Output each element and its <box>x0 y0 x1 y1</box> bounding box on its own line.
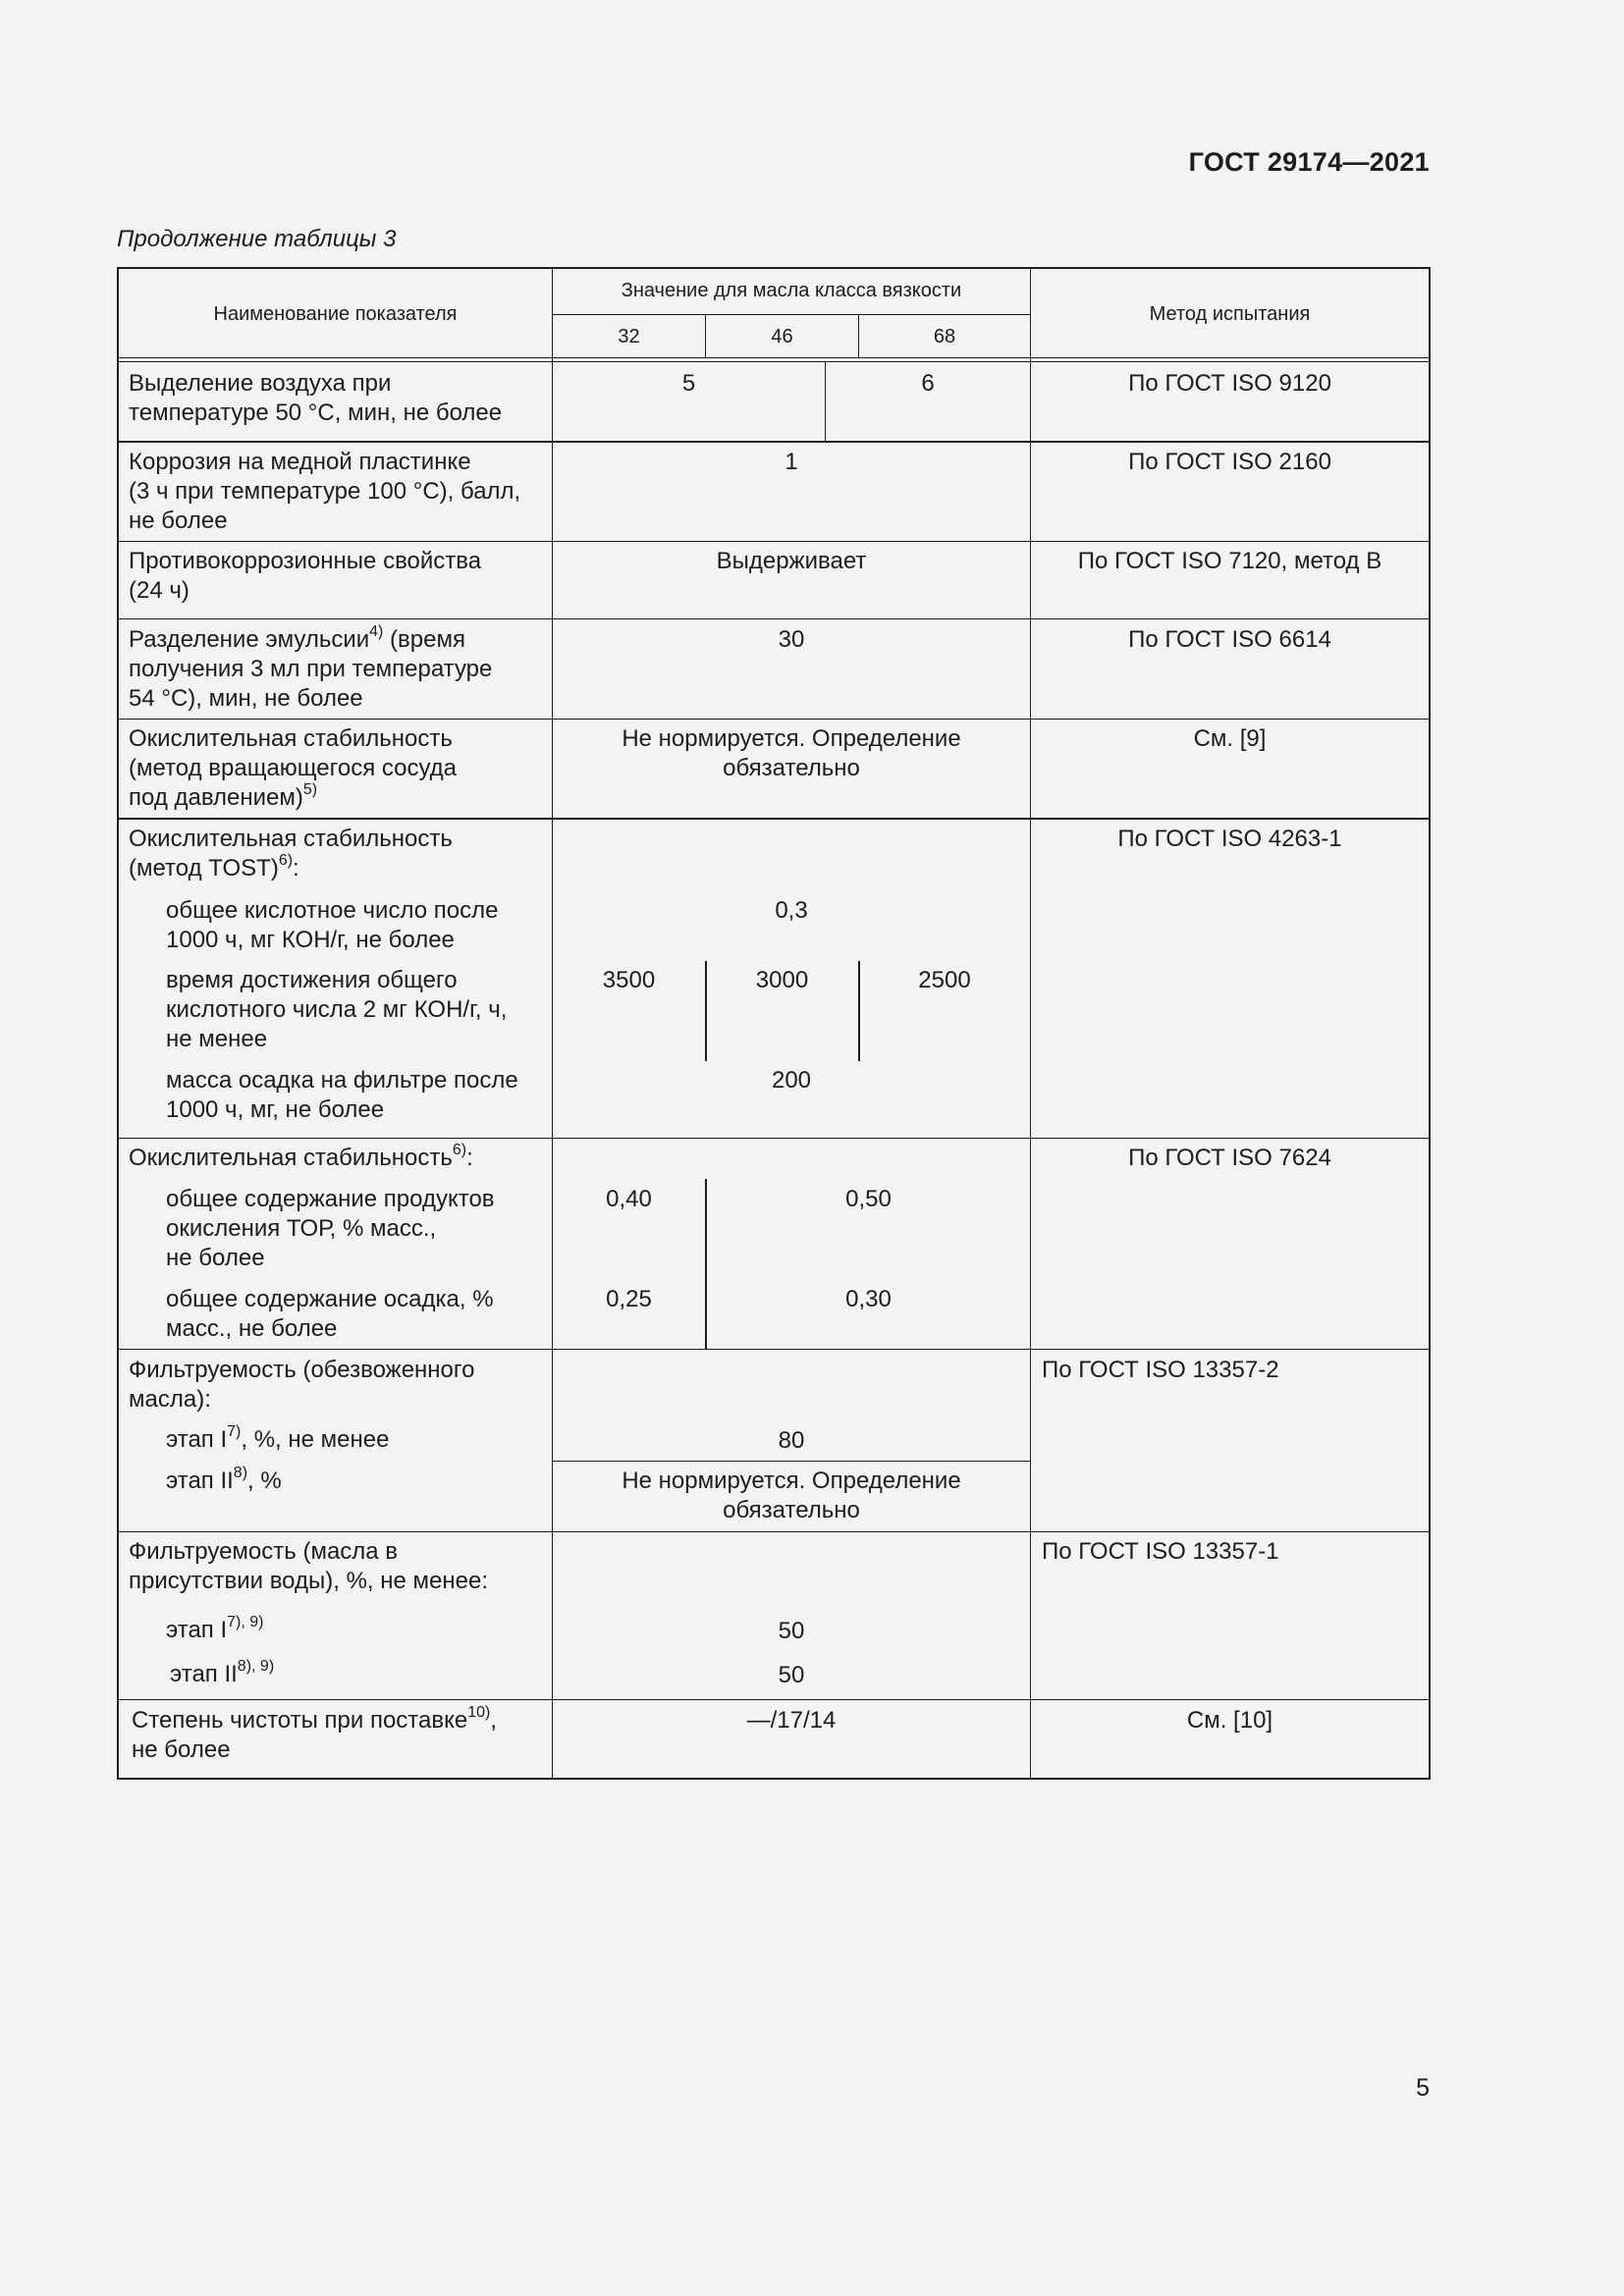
tost-time-68: 2500 <box>918 967 971 993</box>
cleanliness-value: —/17/14 <box>746 1707 837 1734</box>
table-border-top <box>117 267 1431 269</box>
rpvot-method: См. [9] <box>1193 725 1267 752</box>
tost-time-32: 3500 <box>602 967 656 993</box>
table-caption: Продолжение таблицы 3 <box>117 226 397 252</box>
stage-rule <box>553 1461 1031 1462</box>
header-value-group: Значение для масла класса вязкости <box>621 280 962 301</box>
tost-method: По ГОСТ ISO 4263-1 <box>1117 826 1342 852</box>
top-method: По ГОСТ ISO 7624 <box>1128 1145 1331 1171</box>
table-border-left <box>117 267 119 1780</box>
top-sediment-name: общее содержание осадка, % масс., не более <box>166 1286 494 1342</box>
demulsibility-name: Разделение эмульсии$^{4)}$ (время получения 3 мл при температуре 54 °С), мин, не более <box>129 623 493 712</box>
table-border-right <box>1429 267 1431 1780</box>
top-sediment-46-68: 0,30 <box>845 1286 892 1312</box>
filter-wet-stage1-name: этап $I^{7), 9)}$ <box>166 1614 264 1643</box>
standard-number: ГОСТ 29174—2021 <box>1188 147 1430 177</box>
page-number: 5 <box>1416 2074 1430 2102</box>
filter-dry-method: По ГОСТ ISO 13357-2 <box>1042 1357 1279 1383</box>
cleanliness-method: См. [10] <box>1186 1707 1273 1734</box>
row-rule <box>117 719 1431 720</box>
header-class-68: 68 <box>933 326 956 347</box>
filter-dry-stage2-name: этап II$^{8)}$, % <box>166 1465 282 1494</box>
copper-name: Коррозия на медной пластинке (3 ч при температуре 100 °С), балл, не более <box>129 449 521 534</box>
row-rule <box>117 1699 1431 1700</box>
tost-acid-value: 0,3 <box>775 897 808 924</box>
row-rule <box>117 441 1431 443</box>
header-class-46: 46 <box>771 326 793 347</box>
header-double-rule-2 <box>117 361 1431 362</box>
anticorrosion-name: Противокоррозионные свойства (24 ч) <box>129 548 482 604</box>
copper-method: По ГОСТ ISO 2160 <box>1128 449 1331 475</box>
tost-time-name: время достижения общего кислотного числа 2 мг КОН/г, ч, не менее <box>166 967 508 1052</box>
anticorrosion-method: По ГОСТ ISO 7120, метод В <box>1077 548 1382 574</box>
cleanliness-name: Степень чистоты при поставке$^{10)}$, не более <box>132 1704 498 1763</box>
filter-wet-stage1-value: 50 <box>778 1618 805 1644</box>
filter-wet-stage2-value: 50 <box>778 1662 805 1688</box>
row-rule <box>117 618 1431 619</box>
filter-wet-name: Фильтруемость (масла в присутствии воды), %, не менее: <box>129 1538 488 1594</box>
rpvot-value: Не нормируется. Определение обязательно <box>622 725 961 781</box>
filter-wet-method: По ГОСТ ISO 13357-1 <box>1042 1538 1279 1565</box>
filter-dry-stage1-value: 80 <box>778 1427 805 1454</box>
anticorrosion-value: Выдерживает <box>716 548 867 574</box>
header-indicator: Наименование показателя <box>213 303 458 325</box>
filter-wet-stage2-name: этап $II^{8), 9)}$ <box>170 1658 275 1687</box>
row-rule <box>117 818 1431 820</box>
demulsibility-value: 30 <box>778 626 805 653</box>
tost-sludge-name: масса осадка на фильтре после 1000 ч, мг, не более <box>166 1067 518 1123</box>
table-border-bottom <box>117 1778 1431 1780</box>
header-method: Метод испытания <box>1149 303 1311 325</box>
top-products-46-68: 0,50 <box>845 1186 892 1212</box>
header-class-32: 32 <box>618 326 640 347</box>
top-sediment-32: 0,25 <box>606 1286 652 1312</box>
tost-sludge-value: 200 <box>771 1067 812 1094</box>
tost-name: Окислительная стабильность (метод TOST)$^{6)}$: <box>129 826 453 881</box>
air-release-name: Выделение воздуха при температуре 50 °С, мин, не более <box>129 370 503 426</box>
air-release-value-32-46: 5 <box>681 370 696 397</box>
air-release-method: По ГОСТ ISO 9120 <box>1128 370 1331 397</box>
top-name: Окислительная стабильность$^{6)}$: <box>129 1142 473 1171</box>
copper-value: 1 <box>785 449 798 475</box>
top-products-32: 0,40 <box>606 1186 652 1212</box>
tost-acid-name: общее кислотное число после 1000 ч, мг КОН/г, не более <box>166 897 499 953</box>
header-subrule <box>553 314 1031 315</box>
filter-dry-stage1-name: этап $I^{7)}$, %, не менее <box>166 1423 390 1453</box>
rpvot-name: Окислительная стабильность (метод вращающегося сосуда под давлением)$^{5)}$ <box>129 725 458 811</box>
col-divider-name <box>552 267 553 1780</box>
col-divider-method <box>1030 267 1031 1780</box>
row-rule <box>117 1349 1431 1350</box>
air-release-value-68: 6 <box>921 370 935 397</box>
row-rule <box>117 541 1431 542</box>
tost-time-46: 3000 <box>755 967 809 993</box>
filter-dry-name: Фильтруемость (обезвоженного масла): <box>129 1357 475 1413</box>
demulsibility-method: По ГОСТ ISO 6614 <box>1128 626 1331 653</box>
filter-dry-stage2-value: Не нормируется. Определение обязательно <box>622 1468 961 1523</box>
row-rule <box>117 1138 1431 1139</box>
top-products-name: общее содержание продуктов окисления ТОР, % масс., не более <box>166 1186 495 1271</box>
row-rule <box>117 1531 1431 1532</box>
header-double-rule-1 <box>117 357 1431 358</box>
